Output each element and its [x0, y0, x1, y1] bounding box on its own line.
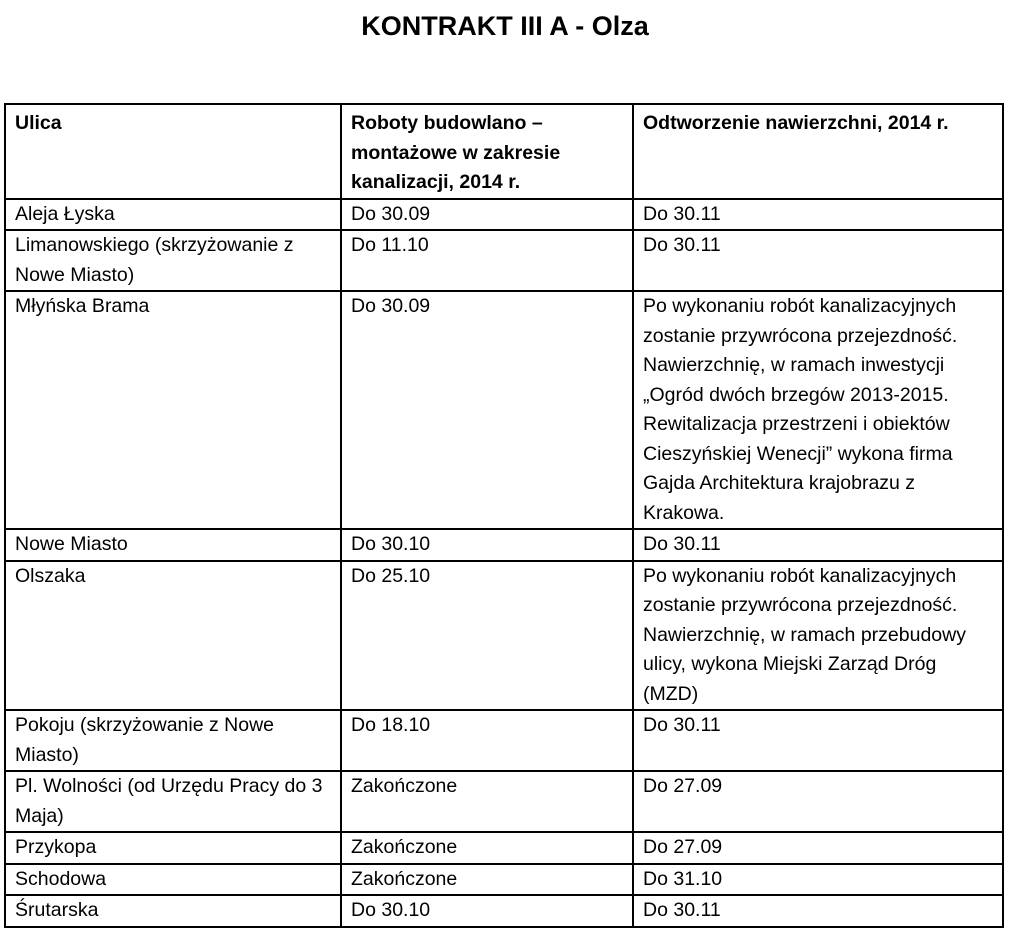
header-sewer-works: Roboty budowlano – montażowe w zakresie kanalizacji, 2014 r.: [341, 104, 633, 199]
cell-street: Młyńska Brama: [5, 291, 341, 529]
cell-sewer-works: Zakończone: [341, 832, 633, 864]
cell-surface-restoration: Do 30.11: [633, 529, 1003, 561]
table-row: [5, 529, 1003, 561]
cell-street: Olszaka: [5, 561, 341, 711]
cell-street: Nowe Miasto: [5, 529, 341, 561]
header-surface-restoration: Odtworzenie nawierzchni, 2014 r.: [633, 104, 1003, 199]
header-street: Ulica: [5, 104, 341, 199]
cell-sewer-works: Do 30.09: [341, 199, 633, 231]
cell-surface-restoration: Po wykonaniu robót kanalizacyjnych zostanie przywrócona przejezdność. Nawierzchnię, w ramach inwestycji „Ogród dwóch brzegów 2013-2015. Rewitalizacja przestrzeni i obiektów Cieszyńskiej Wenecji” wykona firma Gajda Architektura krajobrazu z Krakowa.: [633, 291, 1003, 529]
cell-sewer-works: Do 30.10: [341, 529, 633, 561]
cell-street: Schodowa: [5, 864, 341, 896]
cell-sewer-works: Do 11.10: [341, 230, 633, 291]
cell-surface-restoration: Po wykonaniu robót kanalizacyjnych zostanie przywrócona przejezdność. Nawierzchnię, w ramach przebudowy ulicy, wykona Miejski Zarząd Dróg (MZD): [633, 561, 1003, 711]
table-row: [5, 771, 1003, 832]
cell-sewer-works: Do 30.10: [341, 895, 633, 927]
cell-street: Pokoju (skrzyżowanie z Nowe Miasto): [5, 710, 341, 771]
table-row: [5, 864, 1003, 896]
cell-surface-restoration: Do 27.09: [633, 832, 1003, 864]
cell-surface-restoration: Do 31.10: [633, 864, 1003, 896]
page-title: KONTRAKT III A - Olza: [361, 11, 649, 41]
cell-surface-restoration: Do 30.11: [633, 230, 1003, 291]
cell-surface-restoration: Do 30.11: [633, 895, 1003, 927]
cell-street: Aleja Łyska: [5, 199, 341, 231]
cell-street: Limanowskiego (skrzyżowanie z Nowe Miasto): [5, 230, 341, 291]
schedule-table: [4, 103, 1004, 928]
cell-street: Śrutarska: [5, 895, 341, 927]
table-header-row: [5, 104, 1003, 199]
cell-surface-restoration: Do 30.11: [633, 710, 1003, 771]
table-row: [5, 199, 1003, 231]
cell-surface-restoration: Do 27.09: [633, 771, 1003, 832]
cell-sewer-works: Zakończone: [341, 771, 633, 832]
cell-street: Pl. Wolności (od Urzędu Pracy do 3 Maja): [5, 771, 341, 832]
table-row: [5, 230, 1003, 291]
table-row: [5, 291, 1003, 529]
table-row: [5, 832, 1003, 864]
cell-sewer-works: Do 25.10: [341, 561, 633, 711]
cell-surface-restoration: Do 30.11: [633, 199, 1003, 231]
cell-sewer-works: Do 30.09: [341, 291, 633, 529]
cell-sewer-works: Do 18.10: [341, 710, 633, 771]
cell-sewer-works: Zakończone: [341, 864, 633, 896]
cell-street: Przykopa: [5, 832, 341, 864]
table-row: [5, 561, 1003, 711]
table-row: [5, 710, 1003, 771]
